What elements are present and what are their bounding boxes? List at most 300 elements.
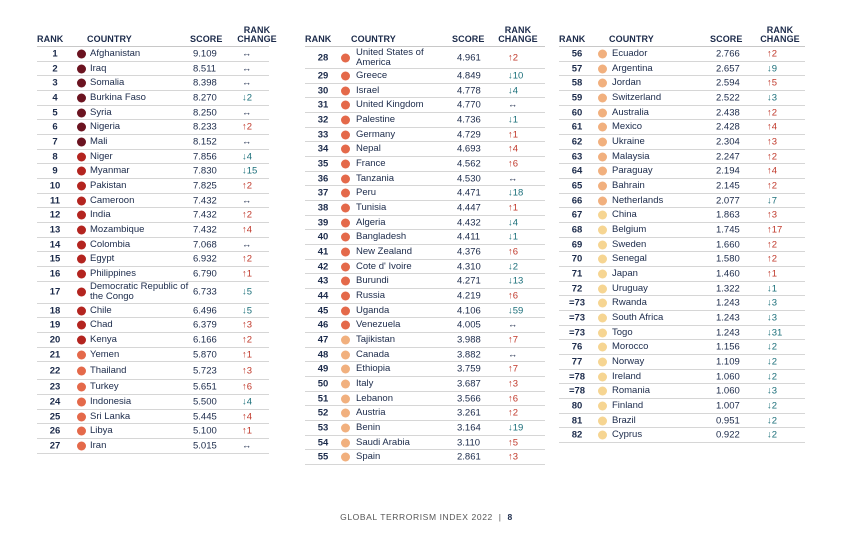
impact-level-dot-icon xyxy=(341,159,350,168)
rank-cell: 66 xyxy=(571,195,583,207)
rank-change-cell: ↓4 xyxy=(242,151,253,163)
score-cell: 2.766 xyxy=(716,48,740,60)
rank-cell: 58 xyxy=(571,77,583,89)
rank-cell: =78 xyxy=(568,385,586,397)
country-cell: Thailand xyxy=(90,364,127,376)
impact-level-dot-icon xyxy=(598,299,607,308)
rank-change-cell: ↑1 xyxy=(242,349,253,361)
impact-level-dot-icon xyxy=(598,401,607,410)
country-cell: Belgium xyxy=(612,223,647,235)
rank-cell: 30 xyxy=(317,85,329,96)
impact-level-dot-icon xyxy=(598,328,607,337)
table-row xyxy=(559,120,805,135)
impact-level-dot-icon xyxy=(598,79,607,88)
rank-change-cell: ↑3 xyxy=(242,319,253,331)
rank-cell: 41 xyxy=(317,246,329,258)
score-cell: 7.432 xyxy=(193,195,217,207)
score-cell: 2.438 xyxy=(716,107,740,119)
rank-change-cell: ↓3 xyxy=(767,312,778,324)
rank-change-cell: ↔ xyxy=(242,440,252,452)
score-cell: 5.723 xyxy=(193,365,217,377)
table-row xyxy=(37,120,269,135)
score-cell: 8.270 xyxy=(193,92,217,104)
table-row xyxy=(559,62,805,77)
rank-cell: 82 xyxy=(571,429,583,441)
rank-cell: 42 xyxy=(317,261,329,273)
score-cell: 9.109 xyxy=(193,48,217,60)
rank-change-cell: ↑2 xyxy=(767,151,778,163)
score-cell: 1.007 xyxy=(716,400,740,412)
table-row xyxy=(559,194,805,209)
table-row xyxy=(305,304,545,319)
rank-cell: 53 xyxy=(317,422,329,434)
country-cell: Benin xyxy=(356,421,381,433)
rank-cell: 12 xyxy=(49,209,61,221)
impact-level-dot-icon xyxy=(77,211,86,220)
rank-change-cell: ↑6 xyxy=(508,246,519,258)
country-cell: India xyxy=(90,209,111,221)
rank-cell: 59 xyxy=(571,92,583,104)
table-row xyxy=(37,91,269,106)
table-row xyxy=(305,260,545,275)
impact-level-dot-icon xyxy=(598,49,607,58)
score-cell: 1.243 xyxy=(716,297,740,309)
country-cell: Afghanistan xyxy=(90,47,141,59)
country-cell: Norway xyxy=(612,355,645,367)
table-row xyxy=(37,76,269,91)
impact-level-dot-icon xyxy=(341,277,350,286)
table-row xyxy=(37,282,269,304)
table-row xyxy=(37,252,269,267)
score-cell: 7.432 xyxy=(193,209,217,221)
impact-level-dot-icon xyxy=(77,350,86,359)
rank-change-cell: ↓3 xyxy=(767,92,778,104)
rank-change-cell: ↑2 xyxy=(242,253,253,265)
rank-change-cell: ↑3 xyxy=(242,365,253,377)
table-row xyxy=(559,91,805,106)
country-cell: Tunisia xyxy=(356,201,387,213)
rank-cell: 32 xyxy=(317,114,329,126)
table-row xyxy=(37,362,269,380)
impact-level-dot-icon xyxy=(77,108,86,117)
rank-change-cell: ↑2 xyxy=(242,180,253,192)
country-cell: Italy xyxy=(356,377,374,389)
country-cell: Nigeria xyxy=(90,121,121,133)
table-row xyxy=(37,267,269,282)
table-row xyxy=(305,436,545,451)
rank-change-cell: ↑3 xyxy=(508,378,519,390)
impact-level-dot-icon xyxy=(598,416,607,425)
rank-cell: 64 xyxy=(571,165,583,177)
ranking-table xyxy=(305,46,545,465)
table-row xyxy=(305,274,545,289)
rank-change-cell: ↑6 xyxy=(242,381,253,393)
score-cell: 6.496 xyxy=(193,305,217,317)
table-row xyxy=(305,157,545,172)
rank-change-cell: ↓1 xyxy=(767,283,778,295)
country-cell: Mexico xyxy=(612,121,643,133)
impact-level-dot-icon xyxy=(341,335,350,344)
table-header xyxy=(305,20,545,46)
rank-cell: =73 xyxy=(568,327,586,339)
rank-cell: 60 xyxy=(571,107,583,119)
score-cell: 3.759 xyxy=(457,363,481,375)
rank-change-cell: ↑6 xyxy=(508,393,519,405)
rank-change-cell: ↔ xyxy=(242,239,252,251)
score-cell: 2.247 xyxy=(716,151,740,163)
rank-cell: 21 xyxy=(49,349,61,361)
rank-cell: 9 xyxy=(52,165,58,177)
rank-change-cell: ↑2 xyxy=(767,253,778,265)
score-cell: 4.778 xyxy=(457,85,481,96)
rank-cell: 44 xyxy=(317,290,329,302)
impact-level-dot-icon xyxy=(598,357,607,366)
score-cell: 5.100 xyxy=(193,425,217,437)
country-cell: Iraq xyxy=(90,62,107,74)
rank-change-cell: ↓10 xyxy=(508,70,524,82)
rank-cell: 7 xyxy=(52,136,58,148)
impact-level-dot-icon xyxy=(341,321,350,330)
table-row xyxy=(37,179,269,194)
table-row xyxy=(305,98,545,113)
rank-change-cell: ↑5 xyxy=(767,77,778,89)
rank-cell: 51 xyxy=(317,393,329,405)
rank-cell: 70 xyxy=(571,253,583,265)
rank-change-cell: ↓1 xyxy=(508,114,519,126)
header-country: COUNTRY xyxy=(87,34,132,44)
table-row xyxy=(559,135,805,150)
impact-level-dot-icon xyxy=(77,167,86,176)
impact-level-dot-icon xyxy=(341,189,350,198)
rank-cell: 81 xyxy=(571,415,583,427)
table-row xyxy=(559,76,805,91)
table-row xyxy=(559,384,805,399)
table-row xyxy=(559,311,805,326)
page-footer xyxy=(0,512,853,522)
impact-level-dot-icon xyxy=(341,86,350,95)
score-cell: 2.594 xyxy=(716,77,740,89)
table-row xyxy=(37,194,269,209)
impact-level-dot-icon xyxy=(341,409,350,418)
rank-change-cell: ↓2 xyxy=(767,415,778,427)
table-row xyxy=(559,340,805,355)
country-cell: Uruguay xyxy=(612,282,648,294)
impact-level-dot-icon xyxy=(77,397,86,406)
score-cell: 4.447 xyxy=(457,202,481,214)
impact-level-dot-icon xyxy=(77,93,86,102)
rank-change-cell: ↑4 xyxy=(242,411,253,423)
table-row xyxy=(305,216,545,231)
rank-change-cell: ↔ xyxy=(508,349,518,361)
impact-level-dot-icon xyxy=(341,130,350,139)
rank-cell: 2 xyxy=(52,63,58,74)
rank-cell: 49 xyxy=(317,363,329,375)
score-cell: 1.322 xyxy=(716,283,740,295)
score-cell: 2.522 xyxy=(716,92,740,104)
score-cell: 4.432 xyxy=(457,217,481,229)
country-cell: Switzerland xyxy=(612,91,662,103)
impact-level-dot-icon xyxy=(598,284,607,293)
country-cell: Rwanda xyxy=(612,297,647,309)
country-cell: Turkey xyxy=(90,381,119,393)
rank-cell: 52 xyxy=(317,407,329,419)
header-rank: RANK xyxy=(305,34,332,44)
rank-change-cell: ↑2 xyxy=(767,48,778,60)
score-cell: 2.428 xyxy=(716,121,740,133)
country-cell: Germany xyxy=(356,128,396,140)
impact-level-dot-icon xyxy=(598,211,607,220)
country-cell: Tajikistan xyxy=(356,333,396,345)
score-cell: 1.745 xyxy=(716,224,740,236)
score-cell: 7.825 xyxy=(193,180,217,192)
rank-cell: 34 xyxy=(317,143,329,155)
impact-level-dot-icon xyxy=(341,174,350,183)
impact-level-dot-icon xyxy=(598,372,607,381)
rank-change-cell: ↑2 xyxy=(767,107,778,119)
impact-level-dot-icon xyxy=(341,247,350,256)
rank-change-cell: ↑2 xyxy=(242,121,253,133)
rank-cell: 56 xyxy=(571,48,583,60)
table-row xyxy=(37,47,269,62)
impact-level-dot-icon xyxy=(341,203,350,212)
score-cell: 2.077 xyxy=(716,195,740,207)
rank-cell: 38 xyxy=(317,202,329,214)
country-cell: Chad xyxy=(90,319,113,331)
table-row xyxy=(305,333,545,348)
country-cell: Democratic Republic of the Congo xyxy=(90,281,189,303)
table-row xyxy=(305,348,545,363)
table-row xyxy=(559,399,805,414)
score-cell: 5.015 xyxy=(193,440,217,452)
rank-cell: 46 xyxy=(317,319,329,331)
country-cell: Australia xyxy=(612,106,649,118)
rank-change-cell: ↑2 xyxy=(767,239,778,251)
rank-cell: 28 xyxy=(317,52,329,63)
header-rank-change: RANK CHANGE xyxy=(760,25,800,44)
rank-cell: 29 xyxy=(317,70,329,82)
rank-cell: =73 xyxy=(568,312,586,324)
score-cell: 1.156 xyxy=(716,341,740,353)
rank-cell: 19 xyxy=(49,319,61,331)
country-cell: Philippines xyxy=(90,267,136,279)
score-cell: 4.310 xyxy=(457,261,481,273)
country-cell: Niger xyxy=(90,150,113,162)
score-cell: 1.243 xyxy=(716,312,740,324)
rank-change-cell: ↑3 xyxy=(767,209,778,221)
country-cell: New Zealand xyxy=(356,245,412,257)
rank-cell: 71 xyxy=(571,268,583,280)
country-cell: France xyxy=(356,157,386,169)
country-cell: Ukraine xyxy=(612,135,645,147)
country-cell: Canada xyxy=(356,348,390,360)
rank-cell: 45 xyxy=(317,305,329,317)
impact-level-dot-icon xyxy=(598,225,607,234)
table-row xyxy=(559,326,805,341)
score-cell: 4.471 xyxy=(457,187,481,199)
impact-level-dot-icon xyxy=(341,438,350,447)
impact-level-dot-icon xyxy=(341,233,350,242)
score-cell: 7.856 xyxy=(193,151,217,163)
table-row xyxy=(37,150,269,165)
impact-level-dot-icon xyxy=(77,412,86,421)
country-cell: Egypt xyxy=(90,253,115,265)
impact-level-dot-icon xyxy=(77,225,86,234)
score-cell: 0.922 xyxy=(716,429,740,441)
rank-change-cell: ↓2 xyxy=(767,356,778,368)
rank-cell: 50 xyxy=(317,378,329,390)
country-cell: Saudi Arabia xyxy=(356,436,410,448)
country-cell: Jordan xyxy=(612,77,642,89)
rank-change-cell: ↓2 xyxy=(767,429,778,441)
impact-level-dot-icon xyxy=(77,306,86,315)
impact-level-dot-icon xyxy=(341,394,350,403)
country-cell: Ireland xyxy=(612,370,642,382)
score-cell: 2.145 xyxy=(716,180,740,192)
country-cell: Colombia xyxy=(90,238,131,250)
country-cell: Ethiopia xyxy=(356,363,391,375)
score-cell: 7.830 xyxy=(193,165,217,177)
impact-level-dot-icon xyxy=(598,255,607,264)
score-cell: 4.005 xyxy=(457,319,481,331)
table-row xyxy=(559,267,805,282)
rank-change-cell: ↓59 xyxy=(508,305,524,317)
impact-level-dot-icon xyxy=(77,64,86,73)
table-row xyxy=(305,392,545,407)
header-score: SCORE xyxy=(452,34,485,44)
rank-cell: 76 xyxy=(571,341,583,353)
impact-level-dot-icon xyxy=(598,93,607,102)
header-rank: RANK xyxy=(559,34,586,44)
impact-level-dot-icon xyxy=(341,145,350,154)
country-cell: Lebanon xyxy=(356,392,393,404)
rank-change-cell: ↓19 xyxy=(508,422,524,434)
impact-level-dot-icon xyxy=(341,53,350,62)
rank-cell: 35 xyxy=(317,158,329,170)
ranking-column-2 xyxy=(305,20,545,465)
country-cell: Yemen xyxy=(90,348,120,360)
header-rank-change: RANK CHANGE xyxy=(237,25,277,44)
rank-cell: 27 xyxy=(49,440,61,452)
rank-cell: =73 xyxy=(568,297,586,309)
impact-level-dot-icon xyxy=(77,137,86,146)
rank-cell: 67 xyxy=(571,209,583,221)
score-cell: 2.657 xyxy=(716,63,740,74)
country-cell: Bangladesh xyxy=(356,231,407,243)
impact-level-dot-icon xyxy=(598,387,607,396)
score-cell: 7.068 xyxy=(193,239,217,251)
score-cell: 1.243 xyxy=(716,327,740,339)
rank-change-cell: ↔ xyxy=(242,48,252,60)
impact-level-dot-icon xyxy=(77,269,86,278)
rank-change-cell: ↑2 xyxy=(242,334,253,346)
rank-cell: 5 xyxy=(52,107,58,119)
rank-cell: 48 xyxy=(317,349,329,361)
rank-cell: 18 xyxy=(49,305,61,317)
rank-cell: 47 xyxy=(317,334,329,346)
rank-cell: 80 xyxy=(571,400,583,412)
rank-cell: 69 xyxy=(571,239,583,251)
table-row xyxy=(305,450,545,465)
impact-level-dot-icon xyxy=(598,123,607,132)
score-cell: 3.687 xyxy=(457,378,481,390)
impact-level-dot-icon xyxy=(77,152,86,161)
rank-change-cell: ↔ xyxy=(508,173,518,185)
rank-change-cell: ↑3 xyxy=(508,451,519,463)
rank-cell: 16 xyxy=(49,268,61,280)
impact-level-dot-icon xyxy=(598,240,607,249)
rank-cell: 39 xyxy=(317,217,329,229)
rank-change-cell: ↓5 xyxy=(242,286,253,298)
rank-change-cell: ↑2 xyxy=(242,209,253,221)
table-row xyxy=(559,164,805,179)
rank-cell: 22 xyxy=(49,365,61,377)
impact-level-dot-icon xyxy=(77,255,86,264)
country-cell: Paraguay xyxy=(612,165,653,177)
rank-cell: 20 xyxy=(49,334,61,346)
rank-change-cell: ↑5 xyxy=(508,437,519,449)
rank-change-cell: ↓31 xyxy=(767,327,783,339)
table-row xyxy=(559,238,805,253)
impact-level-dot-icon xyxy=(598,181,607,190)
country-cell: Syria xyxy=(90,106,112,118)
impact-level-dot-icon xyxy=(598,196,607,205)
header-score: SCORE xyxy=(190,34,223,44)
score-cell: 5.500 xyxy=(193,396,217,408)
rank-cell: 23 xyxy=(49,381,61,393)
rank-change-cell: ↓2 xyxy=(242,92,253,104)
rank-change-cell: ↓15 xyxy=(242,165,258,177)
impact-level-dot-icon xyxy=(598,313,607,322)
table-row xyxy=(305,47,545,69)
country-cell: South Africa xyxy=(612,311,664,323)
table-row xyxy=(37,318,269,333)
score-cell: 5.445 xyxy=(193,411,217,423)
score-cell: 7.432 xyxy=(193,224,217,236)
impact-level-dot-icon xyxy=(341,350,350,359)
rank-cell: 25 xyxy=(49,411,61,423)
score-cell: 8.233 xyxy=(193,121,217,133)
table-row xyxy=(37,380,269,395)
table-row xyxy=(305,406,545,421)
table-row xyxy=(37,304,269,319)
rank-change-cell: ↓4 xyxy=(242,396,253,408)
table-row xyxy=(559,223,805,238)
country-cell: Iran xyxy=(90,439,107,451)
ranking-table xyxy=(37,46,269,454)
table-row xyxy=(305,421,545,436)
table-row xyxy=(559,370,805,385)
country-cell: Uganda xyxy=(356,304,390,316)
country-cell: United States of America xyxy=(356,46,424,68)
score-cell: 4.411 xyxy=(457,231,481,243)
country-cell: Palestine xyxy=(356,113,396,125)
header-country: COUNTRY xyxy=(351,34,396,44)
impact-level-dot-icon xyxy=(598,137,607,146)
table-row xyxy=(559,282,805,297)
table-row xyxy=(37,164,269,179)
table-row xyxy=(37,410,269,425)
table-row xyxy=(37,348,269,363)
table-row xyxy=(305,172,545,187)
rank-change-cell: ↑4 xyxy=(508,143,519,155)
rank-cell: 10 xyxy=(49,180,61,192)
score-cell: 2.194 xyxy=(716,165,740,177)
country-cell: Morocco xyxy=(612,341,649,353)
country-cell: Tanzania xyxy=(356,172,395,184)
country-cell: Peru xyxy=(356,187,377,199)
score-cell: 4.106 xyxy=(457,305,481,317)
rank-change-cell: ↔ xyxy=(242,136,252,148)
